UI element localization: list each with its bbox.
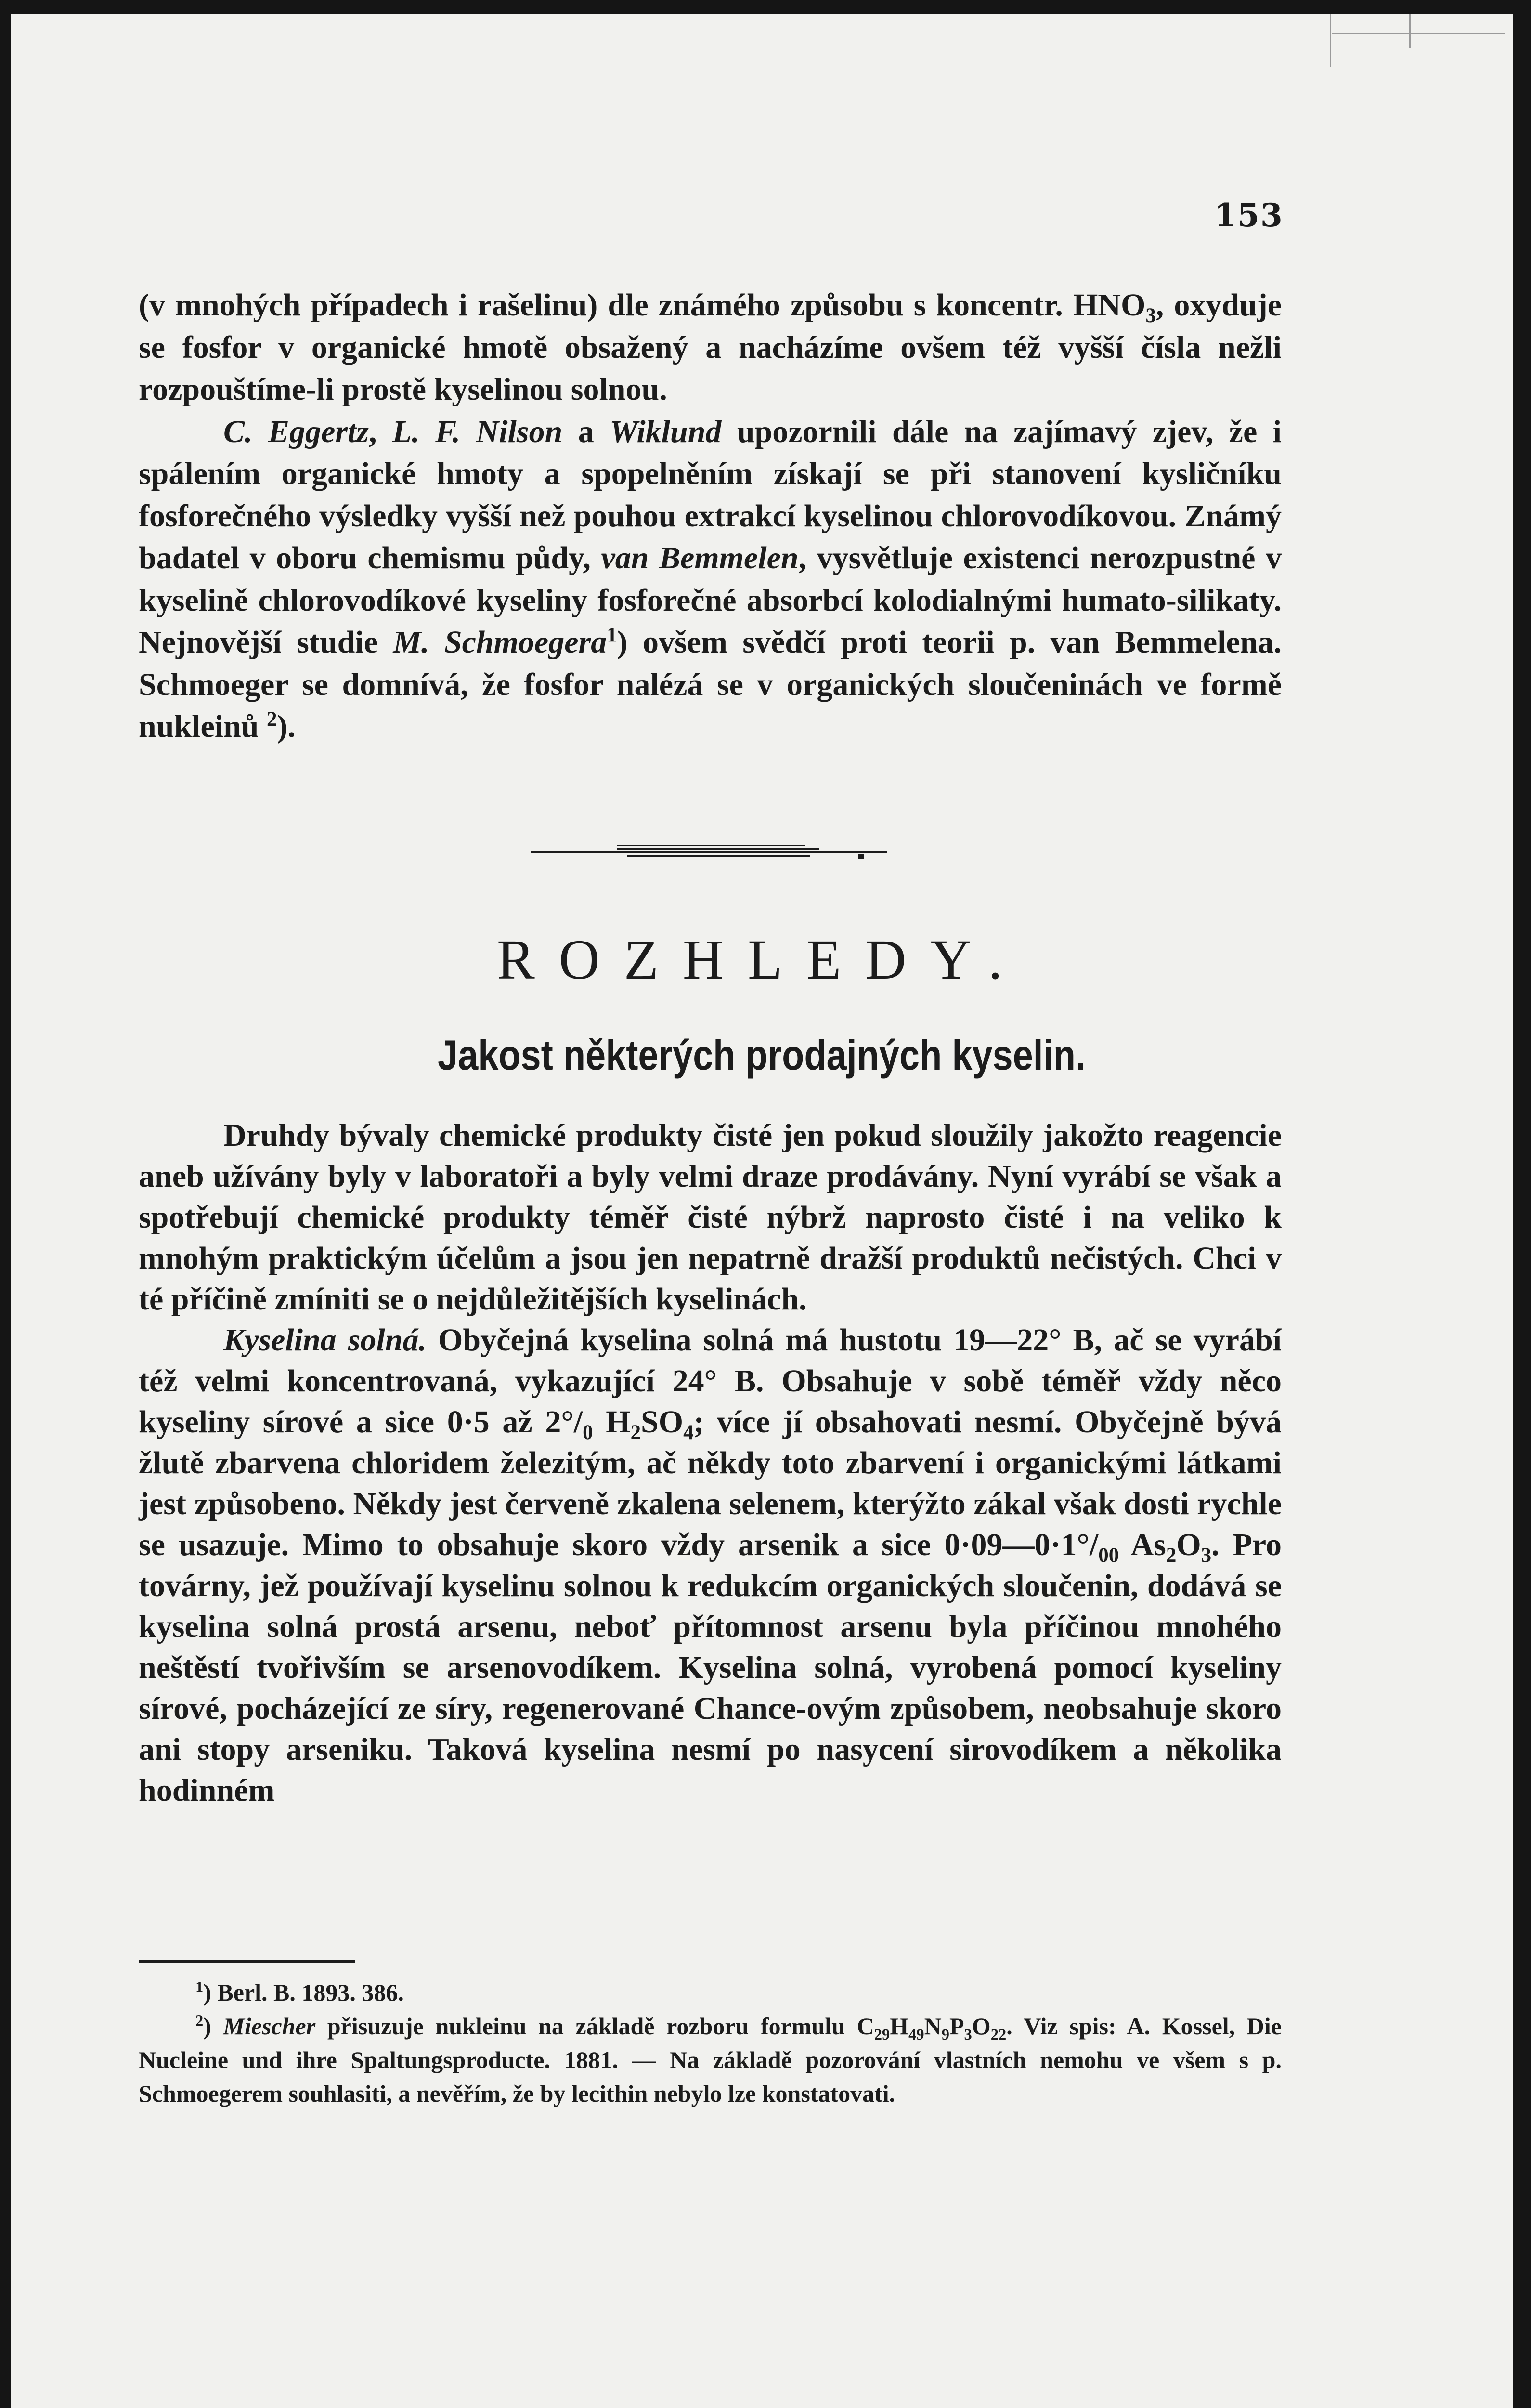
footnote: $^2$) Miescher přisuzuje nukleinu na základě rozboru formulu $C_{29}H_{49}N_9P_3O_{22}$. Viz spis: A. Kossel, Die Nucleine und ihre Spaltungsproducte. 1881. — Na základě pozorování vlastních nemohu ve všem s p. Schmoegerem souhlasiti, a nevěřím, že by lecithin nebylo lze konstatovati. (139, 2012, 1282, 2107)
footnote: $^1$) Berl. B. 1893. 386. (195, 1978, 404, 2006)
scan-edge-mark (1332, 33, 1505, 34)
author-name: van Bemmelen (601, 540, 799, 576)
author-name: M. Schmoegera (393, 625, 607, 660)
paragraph: Druhdy bývaly chemické produkty čisté jen pokud sloužily jakožto reagencie aneb užívány byly v laboratoři a byly velmi draze prodávány. Nyní vyrábí se však a spotřebují chemické produkty téměř čisté nýbrž naprosto čisté i na veliko k mnohým praktickým účelům a jsou jen nepatrně dražší produktů nečistých. Chci v té příčině zmíniti se o nejdůležitějších kyselinách. (139, 1118, 1282, 1317)
author-name: Wiklund (610, 414, 722, 449)
article-body (139, 1115, 1282, 1811)
continued-text (139, 284, 1282, 748)
scan-edge-mark (1330, 14, 1331, 67)
footnote-rule (139, 1960, 355, 1963)
footnote-ref: 1 (607, 624, 617, 646)
book-page (11, 14, 1513, 2408)
paragraph: Kyselina solná. Obyčejná kyselina solná má hustotu 19—22° B, ač se vyrábí též velmi koncentrovaná, vykazující 24° B. Obsahuje v sobě téměř vždy něco kyseliny sírové a sice 0·5 až $2^\circ/_0$ $H_2SO_4$; více jí obsahovati nesmí. Obyčejně bývá žlutě zbarvena chloridem železitým, ač někdy toto zbarvení i organickými látkami jest způsobeno. Někdy jest červeně zkalena selenem, kterýžto zákal však dosti rychle se usazuje. Mimo to obsahuje skoro vždy arsenik a sice $0\cdot 09—0\cdot 1^\circ/_{00}$ $As_2O_3$. Pro továrny, jež používají kyselinu solnou k redukcím organických sloučenin, dodává se kyselina solná prostá arsenu, neboť přítomnost arsenu byla příčinou mnohého neštěstí tvořivším se arsenovodíkem. Kyselina solná, vyrobená pomocí kyseliny sírové, pocházející ze síry, regenerované Chance-ovým způsobem, neobsahuje skoro ani stopy arseniku. Taková kyselina nesmí po nasycení sirovodíkem a několika hodinném (139, 1322, 1282, 1808)
footnotes (139, 1976, 1282, 2110)
scan-edge-mark (1409, 14, 1411, 48)
footnote-ref: 2 (267, 708, 277, 731)
author-name: C. Eggertz (223, 414, 369, 449)
paragraph: (v mnohých případech i rašelinu) dle známého způsobu s koncentr. $HNO_3$, oxyduje se fosfor v organické hmotě obsažený a nacházíme ovšem též vyšší čísla nežli rozpouštíme-li prostě kyselinou solnou. (139, 288, 1282, 407)
page-number: 153 (1214, 196, 1284, 234)
section-title: ROZHLEDY. (496, 928, 1027, 991)
article-title: Jakost některých prodajných kyselin. (438, 1031, 1086, 1079)
author-name: Miescher (223, 2013, 316, 2040)
term: Kyselina solná. (223, 1322, 427, 1358)
author-name: L. F. Nilson (392, 414, 563, 449)
section-divider (531, 843, 887, 862)
paragraph: C. Eggertz, L. F. Nilson a Wiklund upozornili dále na zajímavý zjev, že i spálením organické hmoty a spopelněním získají se při stanovení kysličníku fosforečného výsledky vyšší než pouhou extrakcí kyselinou chlorovodíkovou. Známý badatel v oboru chemismu půdy, van Bemmelen, vysvětluje existenci nerozpustné v kyselině chlorovodíkové kyseliny fosforečné absorbcí kolodialnými humato-silikaty. Nejnovější studie M. Schmoegera$^1$) ovšem svědčí proti teorii p. van Bemmelena. Schmoeger se domnívá, že fosfor nalézá se v organických sloučeninách ve formě nukleinů $^2$). (139, 414, 1282, 744)
